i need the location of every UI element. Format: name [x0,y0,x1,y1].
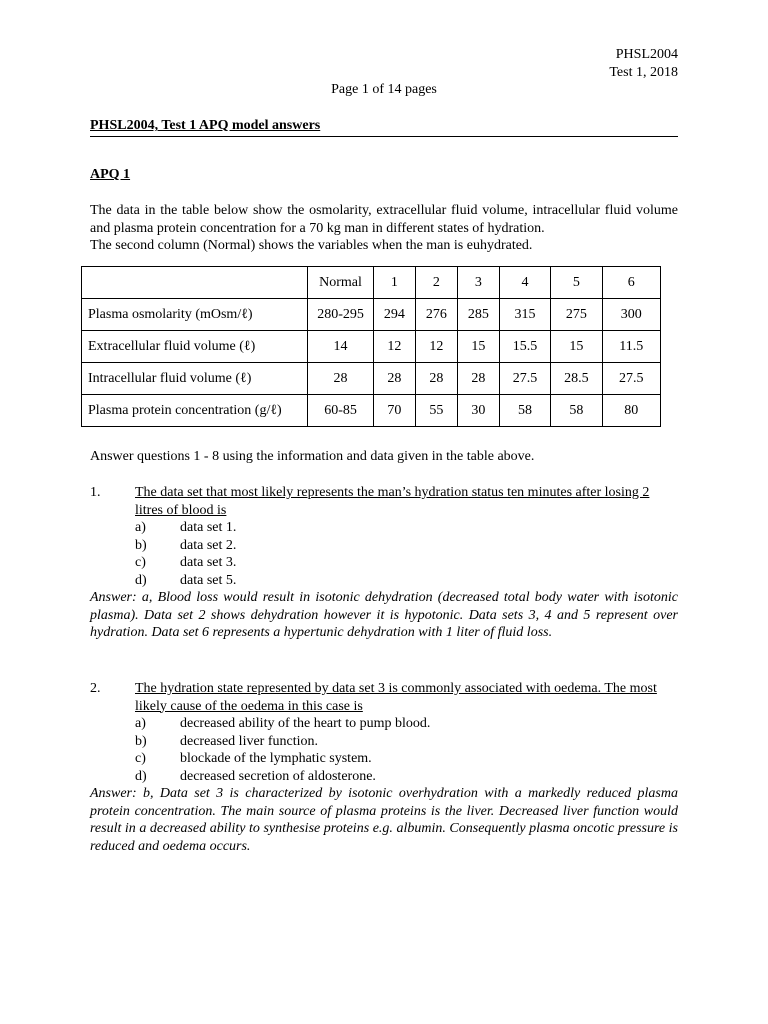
question-stem: The hydration state represented by data set 3 is commonly associated with oedema. The most likely cause of the oedema in this case is [135,681,657,714]
table-header-row [82,267,661,299]
option-d [90,768,678,786]
question-number: 1. [90,485,101,500]
table-cell: 28.5 [551,363,602,395]
table-row [82,299,661,331]
question-number: 2. [90,681,101,696]
table-cell: 28 [373,363,415,395]
table-row-label [82,267,308,299]
table-cell: 275 [551,299,602,331]
option-letter: b) [135,537,147,553]
table-cell: 315 [499,299,550,331]
table-cell: 58 [499,395,550,427]
table-cell: 60-85 [308,395,374,427]
hydration-data-table [81,266,661,427]
table-cell: 3 [457,267,499,299]
question-2 [90,680,678,855]
table-cell: 280-295 [308,299,374,331]
course-code: PHSL2004 [615,47,678,62]
table-cell: 12 [373,331,415,363]
table-cell: Normal [308,267,374,299]
option-letter: c) [135,751,146,766]
section-heading: APQ 1 [90,167,131,182]
option-letter: b) [135,733,147,749]
option-b [90,733,678,751]
table-cell: 294 [373,299,415,331]
table-cell: 1 [373,267,415,299]
intro-paragraph [90,202,678,255]
table-cell: 80 [602,395,661,427]
table-cell: 15 [551,331,602,363]
table-row [82,395,661,427]
option-b [90,537,678,555]
option-text: decreased secretion of aldosterone. [180,768,376,784]
table-row [82,363,661,395]
option-letter: d) [135,572,147,588]
table-cell: 70 [373,395,415,427]
table-cell: 12 [415,331,457,363]
table-cell: 58 [551,395,602,427]
table-cell: 285 [457,299,499,331]
option-letter: c) [135,555,146,570]
option-c [90,554,678,572]
option-text: blockade of the lymphatic system. [180,751,372,766]
option-text: decreased liver function. [180,733,318,749]
table-cell: 14 [308,331,374,363]
question-1 [90,484,678,642]
answer-text: Answer: a, Blood loss would result in isotonic dehydration (decreased total body water with isotonic plasma). Data set 2 shows dehydration however it is hypotonic. Data sets 3, 4 and 5 represent over hydration. Data set 6 represents a hypertunic dehydration with 1 liter of fluid loss. [90,590,678,640]
table-cell: 30 [457,395,499,427]
option-text: data set 5. [180,572,237,588]
table-cell: 27.5 [602,363,661,395]
table-cell: 300 [602,299,661,331]
document-title: PHSL2004, Test 1 APQ model answers [90,117,678,137]
table-cell: 28 [415,363,457,395]
test-label: Test 1, 2018 [609,65,678,80]
table-cell: 28 [457,363,499,395]
option-letter: a) [135,520,146,535]
table-cell: 15.5 [499,331,550,363]
table-row-label: Plasma protein concentration (g/ℓ) [82,395,308,427]
option-d [90,572,678,590]
option-text: data set 2. [180,537,237,553]
table-row-label: Plasma osmolarity (mOsm/ℓ) [82,299,308,331]
option-text: data set 3. [180,555,237,570]
table-row-label: Intracellular fluid volume (ℓ) [82,363,308,395]
option-a [90,715,678,733]
table-cell: 15 [457,331,499,363]
answer-text: Answer: b, Data set 3 is characterized by isotonic overhydration with a markedly reduced plasma protein concentration. The main source of plasma proteins is the liver. Decreased liver function would result in a decreased ability to synthesise proteins e.g. albumin. Consequently plasma oncotic pressure is reduced and oedema occurs. [90,786,678,854]
table-cell: 2 [415,267,457,299]
option-text: decreased ability of the heart to pump blood. [180,716,431,731]
page-number: Page 1 of 14 pages [331,82,437,97]
table-cell: 28 [308,363,374,395]
option-c [90,750,678,768]
table-cell: 55 [415,395,457,427]
table-row [82,331,661,363]
table-cell: 6 [602,267,661,299]
option-text: data set 1. [180,520,237,535]
table-cell: 4 [499,267,550,299]
option-letter: a) [135,716,146,731]
table-cell: 11.5 [602,331,661,363]
table-cell: 27.5 [499,363,550,395]
question-stem: The data set that most likely represents the man’s hydration status ten minutes after losing 2 litres of blood is [135,485,650,518]
intro-line-1: The data in the table below show the osmolarity, extracellular fluid volume, intracellular fluid volume and plasma protein concentration for a 70 kg man in different states of hydration. [90,203,678,236]
option-letter: d) [135,768,147,784]
option-a [90,519,678,537]
intro-line-2: The second column (Normal) shows the variables when the man is euhydrated. [90,238,533,253]
instructions: Answer questions 1 - 8 using the information and data given in the table above. [90,449,535,464]
table-row-label: Extracellular fluid volume (ℓ) [82,331,308,363]
table-cell: 276 [415,299,457,331]
table-cell: 5 [551,267,602,299]
